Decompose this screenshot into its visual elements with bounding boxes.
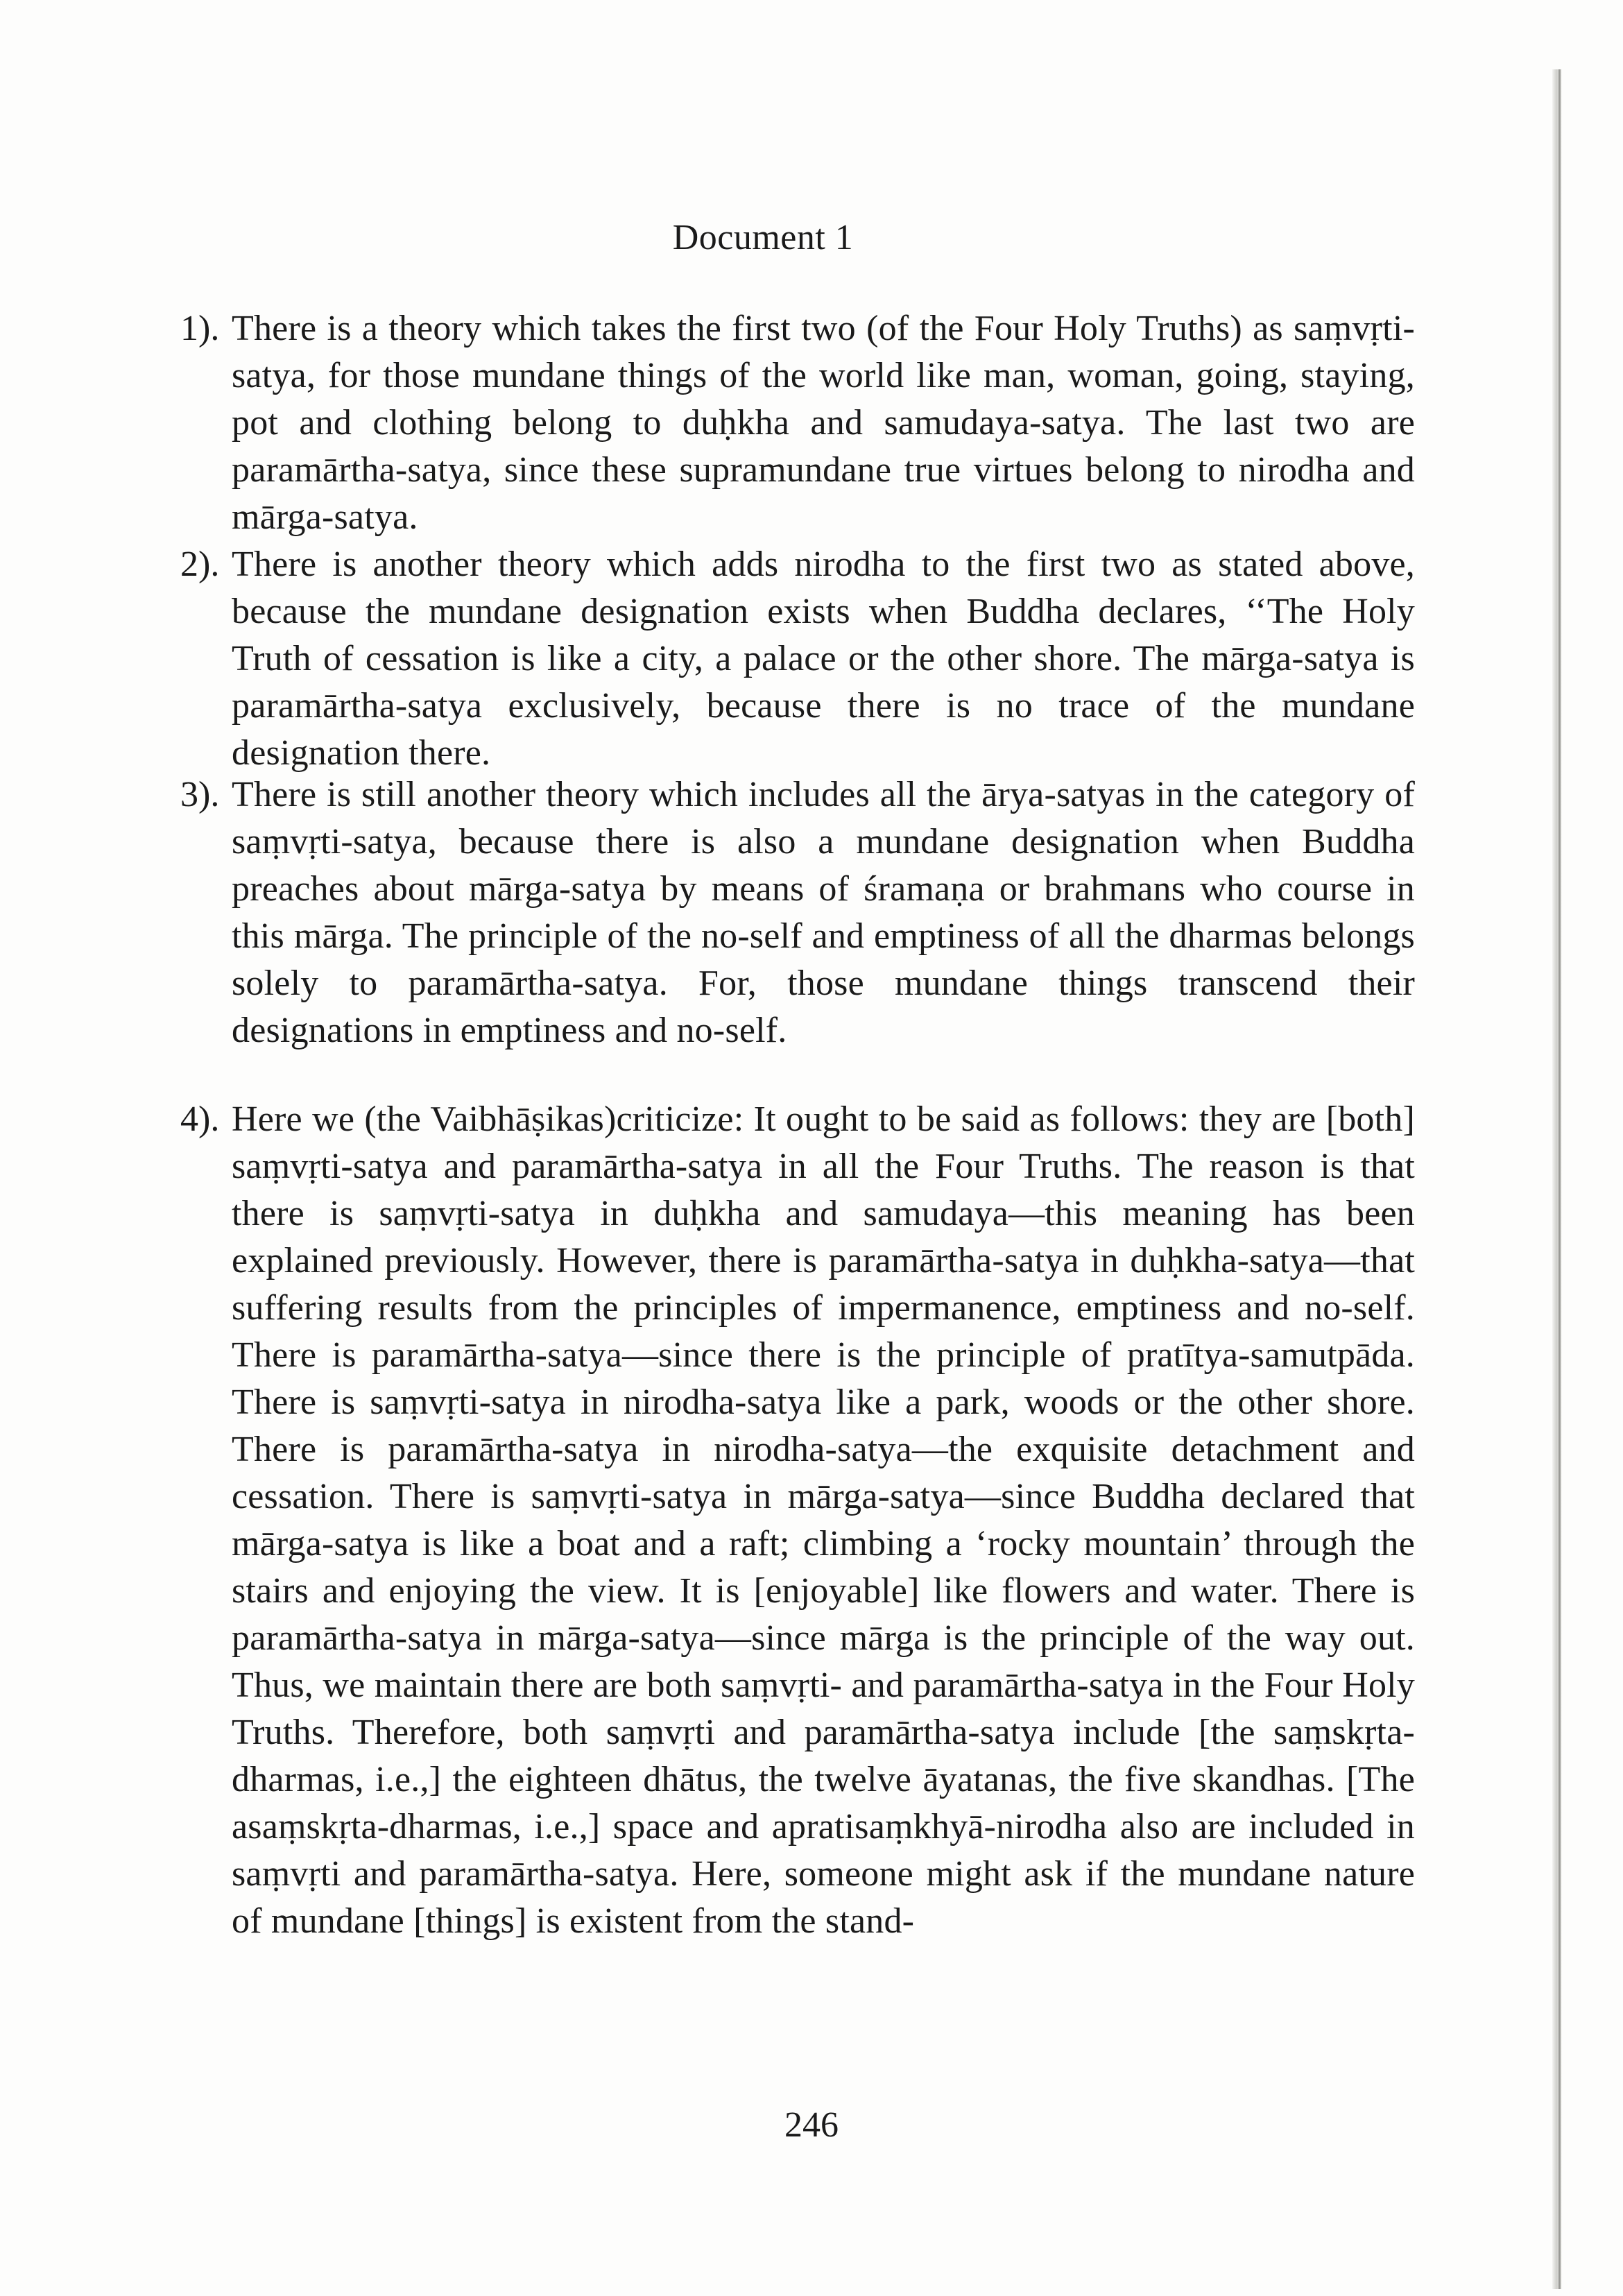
page-edge-line xyxy=(1558,69,1561,2289)
paragraph-text: Here we (the Vaibhāṣikas)criticize: It ought to be said as follows: they are [both] saṃvṛti-satya and paramārtha-satya in all the Four Truths. The reason is that there is saṃvṛti-satya in duḥkha and samudaya—this meaning has been explained previously. However, there is paramārtha-satya in duḥkha-satya—that suffering results from the principles of impermanence, emptiness and no-self. There is paramārtha-satya—since there is the principle of pratītya-samutpāda. There is saṃvṛti-satya in nirodha-satya like a park, woods or the other shore. There is paramārtha-satya in nirodha-satya—the exquisite detachment and cessation. There is saṃvṛti-satya in mārga-satya—since Buddha declared that mārga-satya is like a boat and a raft; climbing a ‘rocky mountain’ through the stairs and enjoying the view. It is [enjoyable] like flowers and water. There is paramārtha-satya in mārga-satya—since mārga is the principle of the way out. Thus, we maintain there are both saṃvṛti- and paramārtha-satya in the Four Holy Truths. Therefore, both saṃvṛti and paramārtha-satya include [the saṃskṛta-dharmas, i.e.,] the eighteen dhātus, the twelve āyatanas, the five skandhas. [The asaṃskṛta-dharmas, i.e.,] space and apratisaṃkhyā-nirodha also are included in saṃvṛti and paramārtha-satya. Here, someone might ask if the mundane nature of mundane [things] is existent from the stand- xyxy=(232,1099,1415,1941)
paragraph-number: 3). xyxy=(180,775,220,814)
paragraph-text: There is a theory which takes the first two (of the Four Holy Truths) as saṃvṛti-satya, for those mundane things of the world like man, woman, going, staying, pot and clothing belong to duḥkha and samudaya-satya. The last two are paramārtha-satya, since these supramundane true virtues belong to nirodha and mārga-satya. xyxy=(232,309,1415,537)
paragraph-number: 2). xyxy=(180,545,220,584)
paragraph-text: There is still another theory which includes all the ārya-satyas in the category of saṃvṛti-satya, because there is also a mundane designation when Buddha preaches about mārga-satya by means of śramaṇa or brahmans who course in this mārga. The principle of the no-self and emptiness of all the dharmas belongs solely to paramārtha-satya. For, those mundane things transcend their designations in emptiness and no-self. xyxy=(232,775,1415,1050)
page-number: 246 xyxy=(784,2105,839,2145)
paragraph-number: 1). xyxy=(180,309,220,348)
document-title: Document 1 xyxy=(672,218,854,257)
paragraph-number: 4). xyxy=(180,1099,220,1139)
paragraph-text: There is another theory which adds nirodha to the first two as stated above, because the mundane designation exists when Buddha declares, ‘‘The Holy Truth of cessation is like a city, a palace or the other shore. The mārga-satya is paramārtha-satya exclusively, because there is no trace of the mundane designation there. xyxy=(232,545,1415,773)
